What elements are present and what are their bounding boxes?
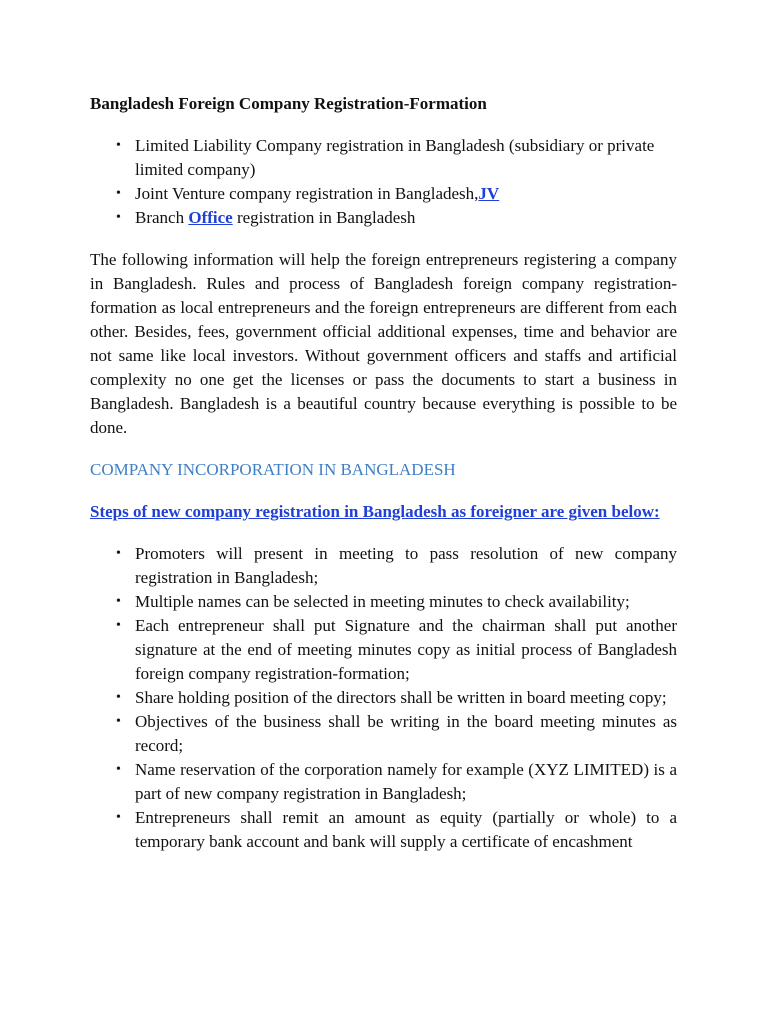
list-item [90,182,677,206]
list-item: • Promoters will present in meeting to pass resolution of new company registration in Bangladesh; [90,542,677,590]
document-title: Bangladesh Foreign Company Registration-Formation [90,94,487,113]
steps-list [90,542,677,854]
list-item [90,134,677,182]
document-content [90,92,677,854]
office-link[interactable]: Office [188,208,233,227]
intro-paragraph: The following information will help the foreign entrepreneurs registering a company in Bangladesh. Rules and process of Bangladesh foreign company registration-formation as local entrepreneurs and the foreign entrepreneurs are different from each other. Besides, fees, government official additional expenses, time and behavior are not same like local investors. Without government officers and staffs and artificial complexity no one get the licenses or pass the documents to start a business in Bangladesh. Bangladesh is a beautiful country because everything is possible to be done. [90,250,677,437]
list-item-text: Joint Venture company registration in Bangladesh, [135,184,479,203]
section-heading: COMPANY INCORPORATION IN BANGLADESH [90,460,456,479]
list-item: • Multiple names can be selected in meeting minutes to check availability; [90,590,677,614]
steps-heading-link[interactable]: Steps of new company registration in Bangladesh as foreigner are given below: [90,502,660,521]
list-item: • Each entrepreneur shall put Signature and the chairman shall put another signature at the end of meeting minutes copy as initial process of Bangladesh foreign company registration-formation; [90,614,677,686]
list-item [90,206,677,230]
list-item-text-suffix: registration in Bangladesh [232,208,416,227]
list-item: • Entrepreneurs shall remit an amount as equity (partially or whole) to a temporary bank account and bank will supply a certificate of encashment [90,806,677,854]
list-item: • Objectives of the business shall be writing in the board meeting minutes as record; [90,710,677,758]
list-item-text: Limited Liability Company registration in Bangladesh (subsidiary or private limited company) [135,136,655,179]
jv-link[interactable]: JV [478,184,500,203]
list-item: • Share holding position of the directors shall be written in board meeting copy; [90,686,677,710]
list-item: • Name reservation of the corporation namely for example (XYZ LIMITED) is a part of new company registration in Bangladesh; [90,758,677,806]
intro-list [90,134,677,230]
list-item-text-prefix: Branch [135,208,189,227]
